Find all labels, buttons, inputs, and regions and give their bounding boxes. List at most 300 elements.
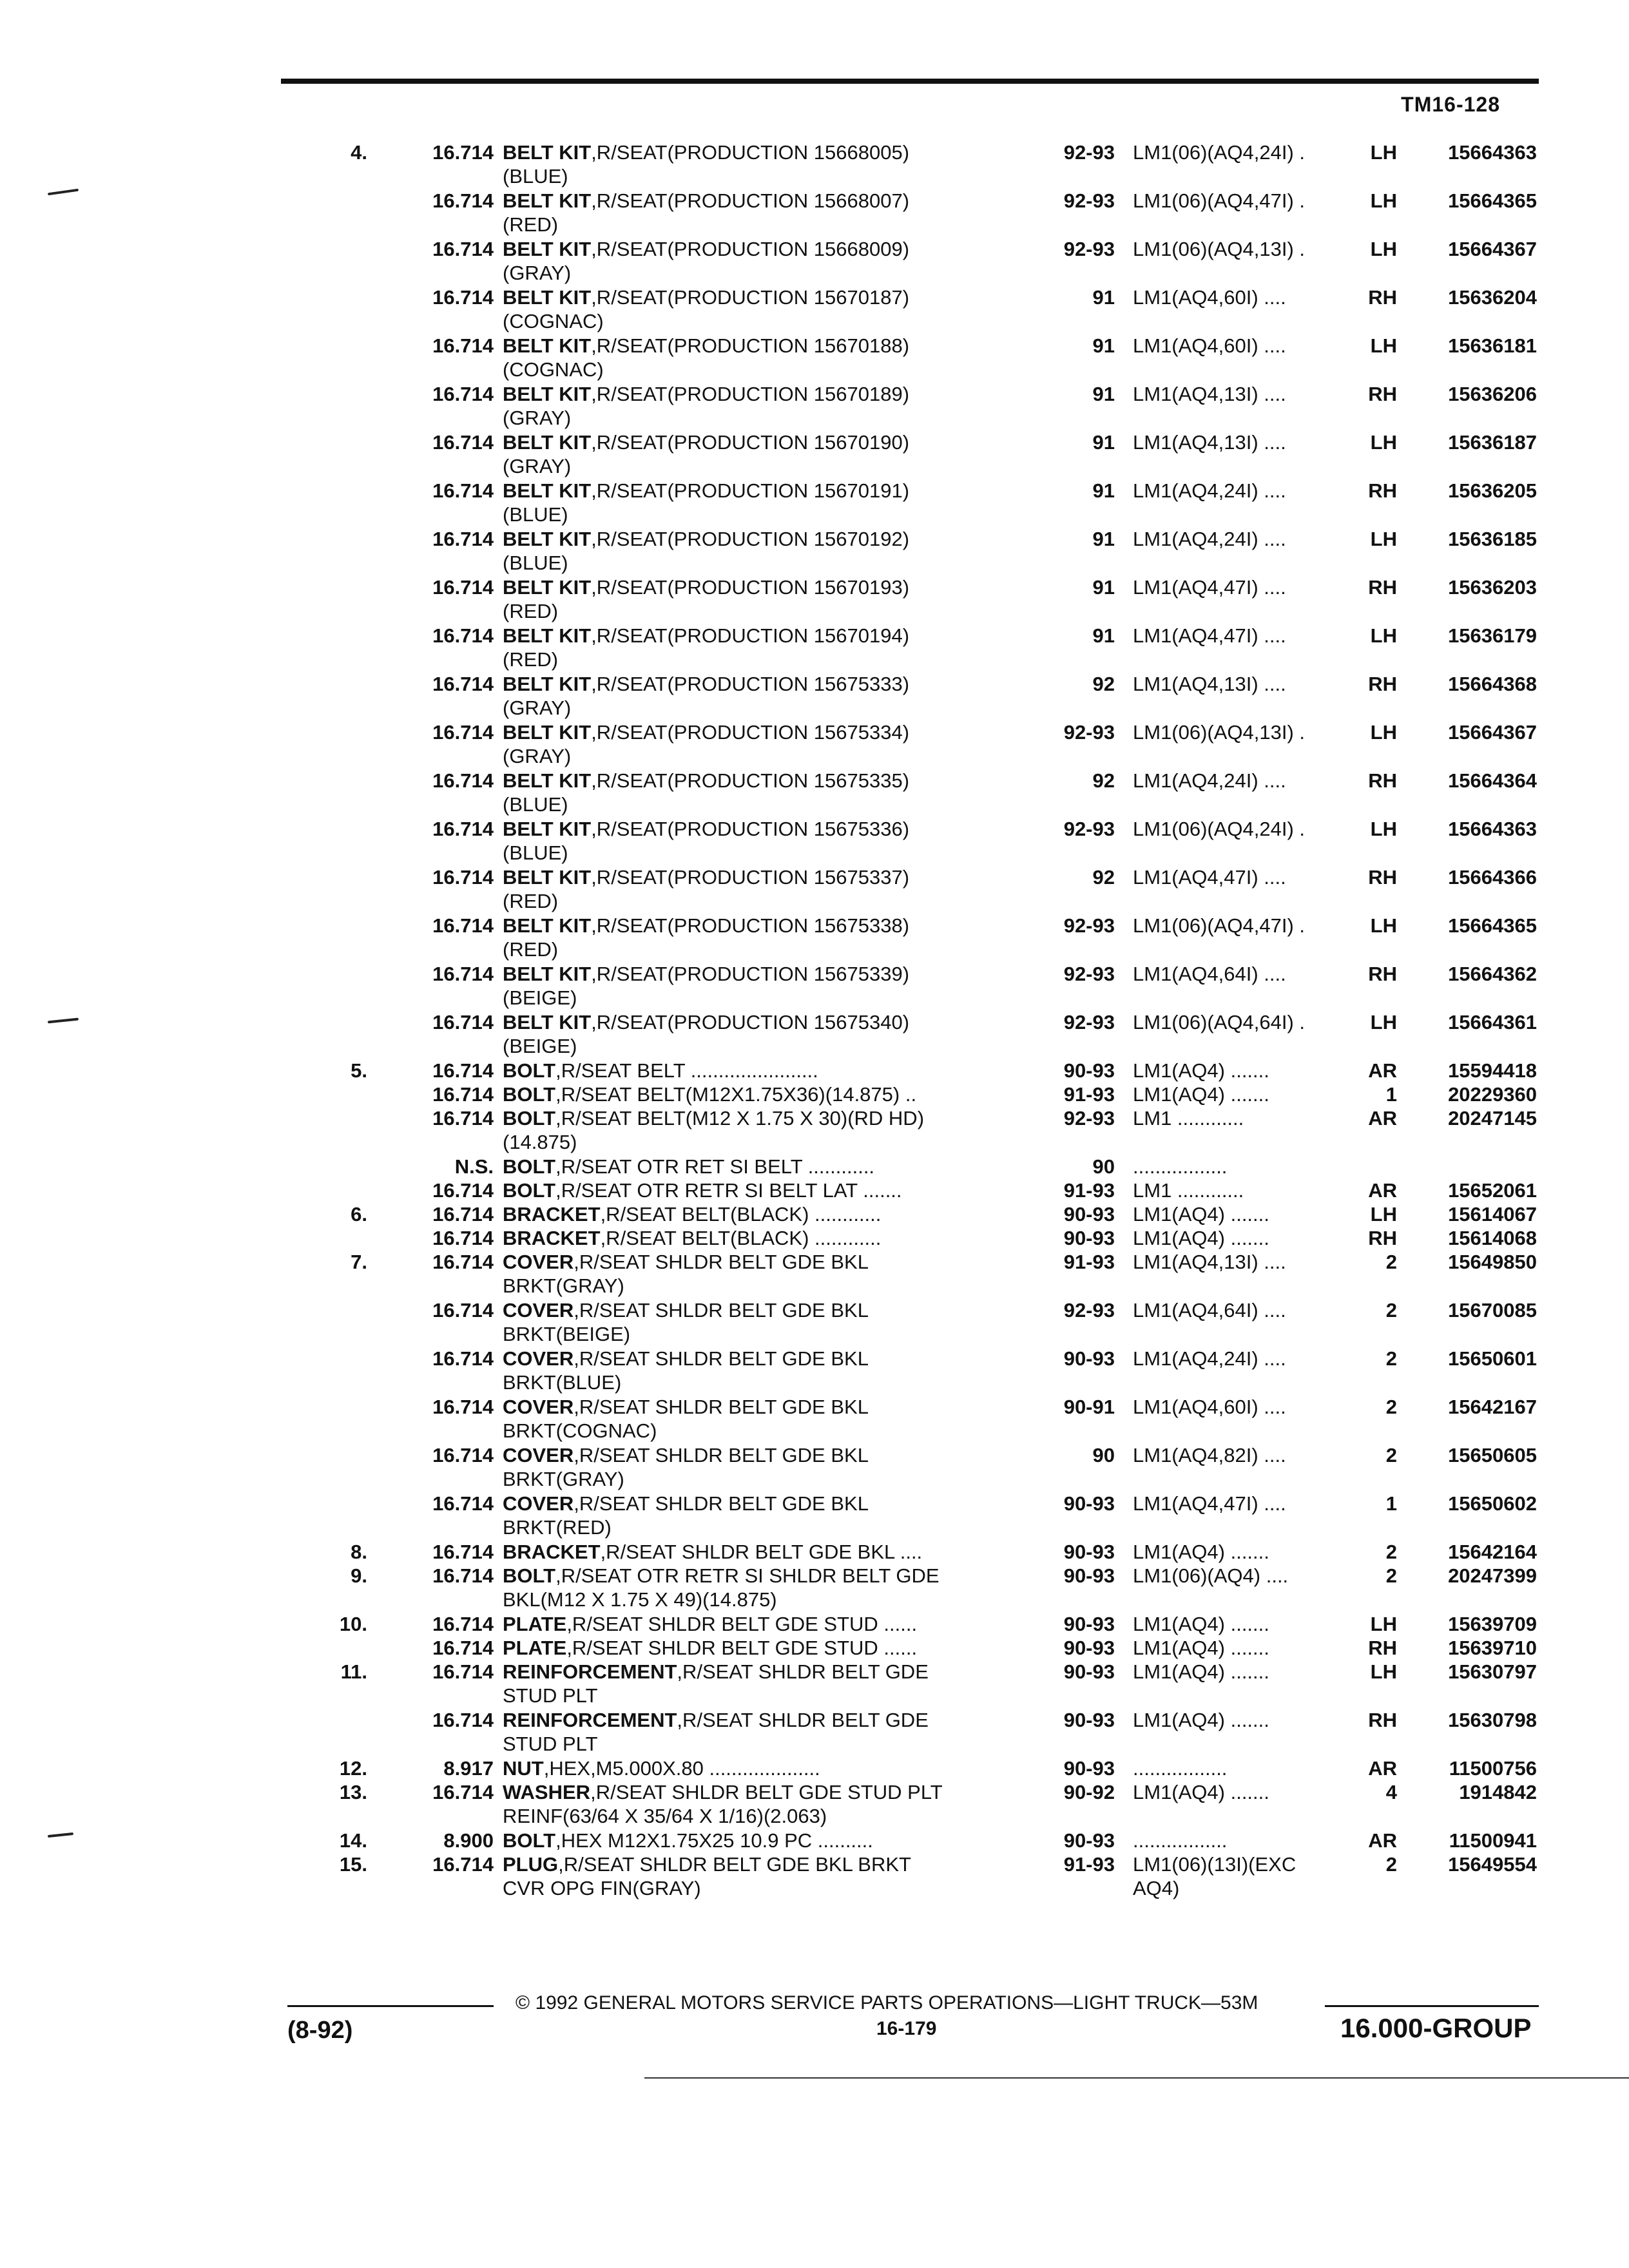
model-usage (1133, 1395, 1358, 1419)
part-detail: ,R/SEAT(PRODUCTION 15675336) (591, 818, 910, 840)
quantity-side: 2 (1385, 1251, 1397, 1273)
quantity-side: LH (1370, 1203, 1397, 1225)
part-number: 15649554 (1448, 1853, 1537, 1876)
part-detail-continued: BRKT(RED) (503, 1516, 612, 1539)
model-years: 91 (1092, 528, 1115, 550)
part-detail-continued: (RED) (503, 938, 559, 961)
model-years: 90-93 (1063, 1347, 1115, 1370)
model-years: 90-93 (1063, 1660, 1115, 1683)
group-number: 16.714 (432, 528, 494, 550)
part-description (503, 1298, 1044, 1346)
quantity-side: 2 (1385, 1564, 1397, 1587)
part-number: 15664363 (1448, 818, 1537, 840)
part-name: BELT KIT (503, 721, 592, 744)
model-code: LM1(AQ4,13I) .... (1133, 1251, 1286, 1273)
description-line (503, 963, 909, 985)
model-usage (1133, 1708, 1358, 1732)
description-line (503, 1083, 916, 1106)
part-detail-continued: (BLUE) (503, 503, 568, 526)
group-number: 16.714 (432, 141, 494, 164)
callout-number: 11. (340, 1660, 367, 1683)
group-number: 16.714 (432, 1396, 494, 1418)
model-years: 91 (1092, 383, 1115, 405)
model-code: LM1(AQ4,47I) .... (1133, 576, 1286, 599)
model-usage (1133, 1492, 1358, 1515)
group-number: 16.714 (432, 286, 494, 309)
model-years: 92-93 (1063, 914, 1115, 937)
description-line (503, 1709, 929, 1731)
part-detail-continued: (RED) (503, 890, 559, 912)
part-name: REINFORCEMENT (503, 1709, 677, 1731)
model-usage (1133, 285, 1358, 309)
model-years: 90 (1092, 1155, 1115, 1178)
model-usage (1133, 140, 1358, 164)
description-line (503, 1757, 820, 1780)
quantity-side: RH (1368, 383, 1397, 405)
group-number: N.S. (454, 1155, 494, 1178)
part-detail-continued: (RED) (503, 648, 559, 671)
model-years: 90-93 (1063, 1541, 1115, 1563)
description-line (503, 1059, 818, 1082)
part-description (503, 1155, 1044, 1178)
quantity-side: LH (1370, 238, 1397, 260)
part-detail: ,R/SEAT SHLDR BELT GDE STUD ...... (566, 1613, 918, 1635)
model-code: LM1(AQ4,64I) .... (1133, 1299, 1286, 1321)
model-years: 90-93 (1063, 1492, 1115, 1515)
model-usage (1133, 1010, 1358, 1034)
part-detail: ,R/SEAT SHLDR BELT GDE BKL (574, 1492, 869, 1515)
part-number: 15630798 (1448, 1709, 1537, 1731)
part-detail: ,R/SEAT SHLDR BELT GDE BKL (574, 1396, 869, 1418)
model-usage (1133, 1660, 1358, 1684)
model-usage (1133, 1178, 1358, 1202)
part-description (503, 865, 1044, 913)
model-years: 91-93 (1063, 1179, 1115, 1202)
group-number: 16.714 (432, 624, 494, 647)
part-number: 1914842 (1459, 1781, 1537, 1803)
callout-number: 5. (351, 1059, 367, 1082)
part-detail-continued: (RED) (503, 600, 559, 622)
part-detail-continued: (GRAY) (503, 455, 572, 477)
part-detail-continued: (14.875) (503, 1131, 577, 1153)
model-code: ................. (1133, 1155, 1228, 1178)
part-description (503, 285, 1044, 333)
part-detail: ,R/SEAT(PRODUCTION 15675334) (591, 721, 910, 744)
model-usage (1133, 1202, 1358, 1226)
part-number: 15636181 (1448, 334, 1537, 357)
description-line (503, 1829, 873, 1852)
model-years: 90-93 (1063, 1227, 1115, 1249)
part-detail: ,R/SEAT OTR RETR SI BELT LAT ....... (555, 1179, 902, 1202)
part-detail-continued: (GRAY) (503, 697, 572, 719)
model-years: 92-93 (1063, 238, 1115, 260)
part-description (503, 140, 1044, 188)
part-description (503, 1612, 1044, 1636)
part-number: 15650602 (1448, 1492, 1537, 1515)
part-detail: ,R/SEAT SHLDR BELT GDE BKL BRKT (558, 1853, 911, 1876)
part-detail: ,R/SEAT BELT(M12X1.75X36)(14.875) .. (555, 1083, 917, 1106)
part-description (503, 720, 1044, 768)
part-number: 15652061 (1448, 1179, 1537, 1202)
part-detail: ,R/SEAT(PRODUCTION 15670191) (591, 479, 910, 502)
model-years: 90-93 (1063, 1757, 1115, 1780)
quantity-side: LH (1370, 189, 1397, 212)
model-usage (1133, 1443, 1358, 1467)
model-usage (1133, 672, 1358, 696)
quantity-side: LH (1370, 914, 1397, 937)
model-years: 91-93 (1063, 1251, 1115, 1273)
group-number: 16.714 (432, 1059, 494, 1082)
doc-id: TM16-128 (1401, 93, 1500, 116)
part-detail-continued: REINF(63/64 X 35/64 X 1/16)(2.063) (503, 1805, 827, 1827)
part-detail: ,R/SEAT(PRODUCTION 15670189) (591, 383, 910, 405)
part-detail-continued: STUD PLT (503, 1684, 598, 1707)
part-number: 15664362 (1448, 963, 1537, 985)
part-detail: ,R/SEAT SHLDR BELT GDE BKL (574, 1444, 869, 1466)
quantity-side: 2 (1385, 1853, 1397, 1876)
part-description (503, 1250, 1044, 1298)
model-usage (1133, 430, 1358, 454)
margin-mark (48, 1832, 73, 1838)
model-years: 91 (1092, 286, 1115, 309)
part-description (503, 237, 1044, 285)
description-line (503, 1564, 940, 1587)
part-description (503, 1347, 1044, 1394)
description-line (503, 1251, 869, 1273)
part-detail-continued: (GRAY) (503, 407, 572, 429)
description-line (503, 1347, 869, 1370)
callout-number: 10. (339, 1613, 367, 1635)
model-years: 92-93 (1063, 818, 1115, 840)
callout-number: 8. (351, 1541, 367, 1563)
footer-rule-left (287, 2005, 494, 2007)
description-line (503, 528, 909, 550)
callout-number: 14. (339, 1829, 367, 1852)
model-usage (1133, 334, 1358, 358)
part-description (503, 189, 1044, 236)
part-name: BELT KIT (503, 189, 592, 212)
model-usage (1133, 189, 1358, 213)
part-description (503, 1852, 1044, 1900)
description-line (503, 1541, 922, 1563)
model-code: LM1(06)(AQ4,24I) . (1133, 141, 1306, 164)
quantity-side: RH (1368, 1637, 1397, 1659)
description-line (503, 769, 909, 792)
quantity-side: LH (1370, 624, 1397, 647)
model-years: 92-93 (1063, 1107, 1115, 1129)
part-number: 15636204 (1448, 286, 1537, 309)
part-number: 15664368 (1448, 673, 1537, 695)
group-number: 16.714 (432, 1011, 494, 1033)
part-name: PLATE (503, 1613, 567, 1635)
model-code: LM1(06)(AQ4,13I) . (1133, 238, 1306, 260)
group-number: 16.714 (432, 1660, 494, 1683)
part-number: 15664367 (1448, 721, 1537, 744)
quantity-side: LH (1370, 1011, 1397, 1033)
part-description (503, 527, 1044, 575)
quantity-side: LH (1370, 1613, 1397, 1635)
quantity-side: RH (1368, 286, 1397, 309)
description-line (503, 866, 909, 889)
model-years: 90-93 (1063, 1637, 1115, 1659)
quantity-side: RH (1368, 479, 1397, 502)
description-line (503, 1203, 881, 1225)
part-detail-continued: BRKT(BEIGE) (503, 1323, 631, 1345)
part-detail: ,R/SEAT(PRODUCTION 15675338) (591, 914, 910, 937)
page-number: 16-179 (876, 2018, 937, 2039)
quantity-side: 1 (1385, 1492, 1397, 1515)
part-number: 15594418 (1448, 1059, 1537, 1082)
model-code: LM1(AQ4,13I) .... (1133, 673, 1286, 695)
group-number: 16.714 (432, 334, 494, 357)
quantity-side: 2 (1385, 1347, 1397, 1370)
part-description (503, 1059, 1044, 1082)
part-number: 15649850 (1448, 1251, 1537, 1273)
model-code: LM1 ............ (1133, 1179, 1244, 1202)
quantity-side: 2 (1385, 1541, 1397, 1563)
description-line (503, 141, 909, 164)
part-description (503, 1202, 1044, 1226)
part-name: BELT KIT (503, 1011, 592, 1033)
description-line (503, 1613, 917, 1635)
part-description (503, 817, 1044, 865)
model-code: LM1(06)(AQ4,47I) . (1133, 189, 1306, 212)
part-description (503, 1010, 1044, 1058)
callout-number: 6. (351, 1203, 367, 1225)
part-name: BRACKET (503, 1227, 601, 1249)
group-number: 16.714 (432, 1492, 494, 1515)
part-name: COVER (503, 1347, 574, 1370)
part-description (503, 1492, 1044, 1539)
part-number: 15664361 (1448, 1011, 1537, 1033)
quantity-side: LH (1370, 721, 1397, 744)
part-name: REINFORCEMENT (503, 1660, 677, 1683)
group-number: 16.714 (432, 1203, 494, 1225)
callout-number: 15. (339, 1853, 367, 1876)
model-code: LM1(AQ4,13I) .... (1133, 383, 1286, 405)
model-years: 92-93 (1063, 1299, 1115, 1321)
part-description (503, 1636, 1044, 1660)
model-usage (1133, 1298, 1358, 1322)
part-description (503, 1226, 1044, 1250)
model-years: 92-93 (1063, 963, 1115, 985)
part-description (503, 1564, 1044, 1611)
quantity-side: RH (1368, 963, 1397, 985)
description-line (503, 1299, 869, 1321)
group-number: 16.714 (432, 1299, 494, 1321)
group-number: 16.714 (432, 431, 494, 454)
part-detail: ,R/SEAT SHLDR BELT GDE STUD PLT (590, 1781, 943, 1803)
model-code: LM1(AQ4,24I) .... (1133, 1347, 1286, 1370)
model-code: LM1(AQ4) ....... (1133, 1541, 1269, 1563)
group-number: 8.900 (443, 1829, 494, 1852)
part-name: COVER (503, 1444, 574, 1466)
part-detail-continued: BRKT(COGNAC) (503, 1419, 657, 1442)
callout-number: 9. (351, 1564, 367, 1587)
model-code: LM1(AQ4,24I) .... (1133, 769, 1286, 792)
part-name: BOLT (503, 1107, 556, 1129)
model-years: 92 (1092, 769, 1115, 792)
model-usage (1133, 1226, 1358, 1250)
part-name: BELT KIT (503, 238, 592, 260)
group-number: 16.714 (432, 914, 494, 937)
description-line (503, 1637, 917, 1659)
part-detail: ,R/SEAT(PRODUCTION 15675340) (591, 1011, 910, 1033)
model-usage (1133, 479, 1358, 503)
callout-number: 4. (351, 141, 367, 164)
quantity-side: RH (1368, 576, 1397, 599)
part-name: BOLT (503, 1179, 556, 1202)
part-number: 15636179 (1448, 624, 1537, 647)
model-code: LM1(AQ4) ....... (1133, 1709, 1269, 1731)
group-number: 16.714 (432, 1564, 494, 1587)
part-name: BELT KIT (503, 769, 592, 792)
part-name: BELT KIT (503, 528, 592, 550)
quantity-side: LH (1370, 528, 1397, 550)
model-usage (1133, 1250, 1358, 1274)
model-code: LM1(06)(AQ4) .... (1133, 1564, 1289, 1587)
part-detail-continued: (GRAY) (503, 262, 572, 284)
model-usage (1133, 1636, 1358, 1660)
group-number: 16.714 (432, 1179, 494, 1202)
model-years: 91 (1092, 624, 1115, 647)
model-usage (1133, 1780, 1358, 1804)
part-detail: ,R/SEAT BELT(BLACK) ............ (600, 1203, 882, 1225)
group-number: 16.714 (432, 1251, 494, 1273)
bottom-rule (644, 2077, 1629, 2079)
group-number: 16.714 (432, 673, 494, 695)
model-code: LM1(AQ4) ....... (1133, 1613, 1269, 1635)
model-code: LM1(AQ4) ....... (1133, 1203, 1269, 1225)
model-years: 90-91 (1063, 1396, 1115, 1418)
model-years: 91 (1092, 479, 1115, 502)
model-usage (1133, 382, 1358, 406)
part-name: BELT KIT (503, 624, 592, 647)
part-detail-continued: (BEIGE) (503, 1035, 577, 1057)
quantity-side: 2 (1385, 1396, 1397, 1418)
description-line (503, 914, 909, 937)
part-number: 20247145 (1448, 1107, 1537, 1129)
description-line (503, 624, 909, 647)
part-detail: ,R/SEAT SHLDR BELT GDE BKL (574, 1251, 869, 1273)
model-years: 90-93 (1063, 1203, 1115, 1225)
model-years: 91 (1092, 576, 1115, 599)
part-number: 15636205 (1448, 479, 1537, 502)
part-name: BOLT (503, 1155, 556, 1178)
model-years: 92-93 (1063, 189, 1115, 212)
group-number: 16.714 (432, 1613, 494, 1635)
part-name: PLATE (503, 1637, 567, 1659)
part-number: 15664367 (1448, 238, 1537, 260)
model-years: 90-93 (1063, 1709, 1115, 1731)
model-years: 90-92 (1063, 1781, 1115, 1803)
model-code: ................. (1133, 1829, 1228, 1852)
part-description (503, 430, 1044, 478)
group-number: 16.714 (432, 721, 494, 744)
model-years: 91-93 (1063, 1083, 1115, 1106)
part-name: COVER (503, 1299, 574, 1321)
model-years: 90-93 (1063, 1613, 1115, 1635)
model-code: LM1(AQ4,60I) .... (1133, 1396, 1286, 1418)
part-name: BELT KIT (503, 818, 592, 840)
model-code: ................. (1133, 1757, 1228, 1780)
part-detail: ,R/SEAT(PRODUCTION 15675339) (591, 963, 910, 985)
group-number: 16.714 (432, 238, 494, 260)
model-usage (1133, 865, 1358, 889)
quantity-side: RH (1368, 1709, 1397, 1731)
quantity-side: LH (1370, 818, 1397, 840)
model-usage (1133, 1540, 1358, 1564)
copyright: © 1992 GENERAL MOTORS SERVICE PARTS OPERATIONS—LIGHT TRUCK—53M (516, 1992, 1258, 2013)
group-number: 16.714 (432, 479, 494, 502)
part-detail-continued: BRKT(GRAY) (503, 1274, 624, 1297)
model-usage (1133, 769, 1358, 793)
part-detail: ,R/SEAT(PRODUCTION 15670188) (591, 334, 910, 357)
model-years: 92 (1092, 673, 1115, 695)
part-detail: ,R/SEAT BELT ....................... (555, 1059, 818, 1082)
quantity-side: LH (1370, 334, 1397, 357)
part-detail: ,R/SEAT(PRODUCTION 15668009) (591, 238, 910, 260)
quantity-side: LH (1370, 141, 1397, 164)
quantity-side: AR (1368, 1757, 1397, 1780)
part-number: 15664363 (1448, 141, 1537, 164)
model-usage (1133, 1106, 1358, 1130)
part-number: 15642164 (1448, 1541, 1537, 1563)
margin-mark (48, 1018, 79, 1024)
model-usage (1133, 914, 1358, 937)
part-detail: ,R/SEAT(PRODUCTION 15668005) (591, 141, 910, 164)
part-name: PLUG (503, 1853, 559, 1876)
model-years: 92-93 (1063, 141, 1115, 164)
description-line (503, 673, 909, 695)
quantity-side: 2 (1385, 1444, 1397, 1466)
group-number: 16.714 (432, 1083, 494, 1106)
description-line (503, 431, 909, 454)
quantity-side: LH (1370, 1660, 1397, 1683)
part-detail: ,R/SEAT BELT(M12 X 1.75 X 30)(RD HD) (555, 1107, 925, 1129)
description-line (503, 576, 909, 599)
quantity-side: AR (1368, 1107, 1397, 1129)
description-line (503, 383, 909, 405)
part-detail: ,R/SEAT(PRODUCTION 15670187) (591, 286, 910, 309)
model-usage (1133, 624, 1358, 648)
part-description (503, 1106, 1044, 1154)
part-description (503, 962, 1044, 1010)
part-detail: ,R/SEAT SHLDR BELT GDE STUD ...... (566, 1637, 918, 1659)
part-detail-continued: (COGNAC) (503, 358, 604, 381)
model-code: LM1(AQ4) ....... (1133, 1637, 1269, 1659)
part-number: 20247399 (1448, 1564, 1537, 1587)
model-usage (1133, 1829, 1358, 1852)
part-detail: ,R/SEAT SHLDR BELT GDE (677, 1709, 929, 1731)
group-number: 16.714 (432, 1227, 494, 1249)
model-usage (1133, 1155, 1358, 1178)
part-description (503, 1082, 1044, 1106)
part-detail-continued: (BEIGE) (503, 986, 577, 1009)
part-detail: ,R/SEAT(PRODUCTION 15675333) (591, 673, 910, 695)
description-line (503, 1155, 874, 1178)
part-name: BOLT (503, 1083, 556, 1106)
model-code: LM1(AQ4,13I) .... (1133, 431, 1286, 454)
model-code: LM1(AQ4,60I) .... (1133, 334, 1286, 357)
group-number: 16.714 (432, 383, 494, 405)
description-line (503, 238, 909, 260)
part-detail-continued: (RED) (503, 213, 559, 236)
quantity-side: RH (1368, 673, 1397, 695)
part-number: 15664365 (1448, 914, 1537, 937)
part-number: 20229360 (1448, 1083, 1537, 1106)
model-code: LM1(AQ4) ....... (1133, 1781, 1269, 1803)
